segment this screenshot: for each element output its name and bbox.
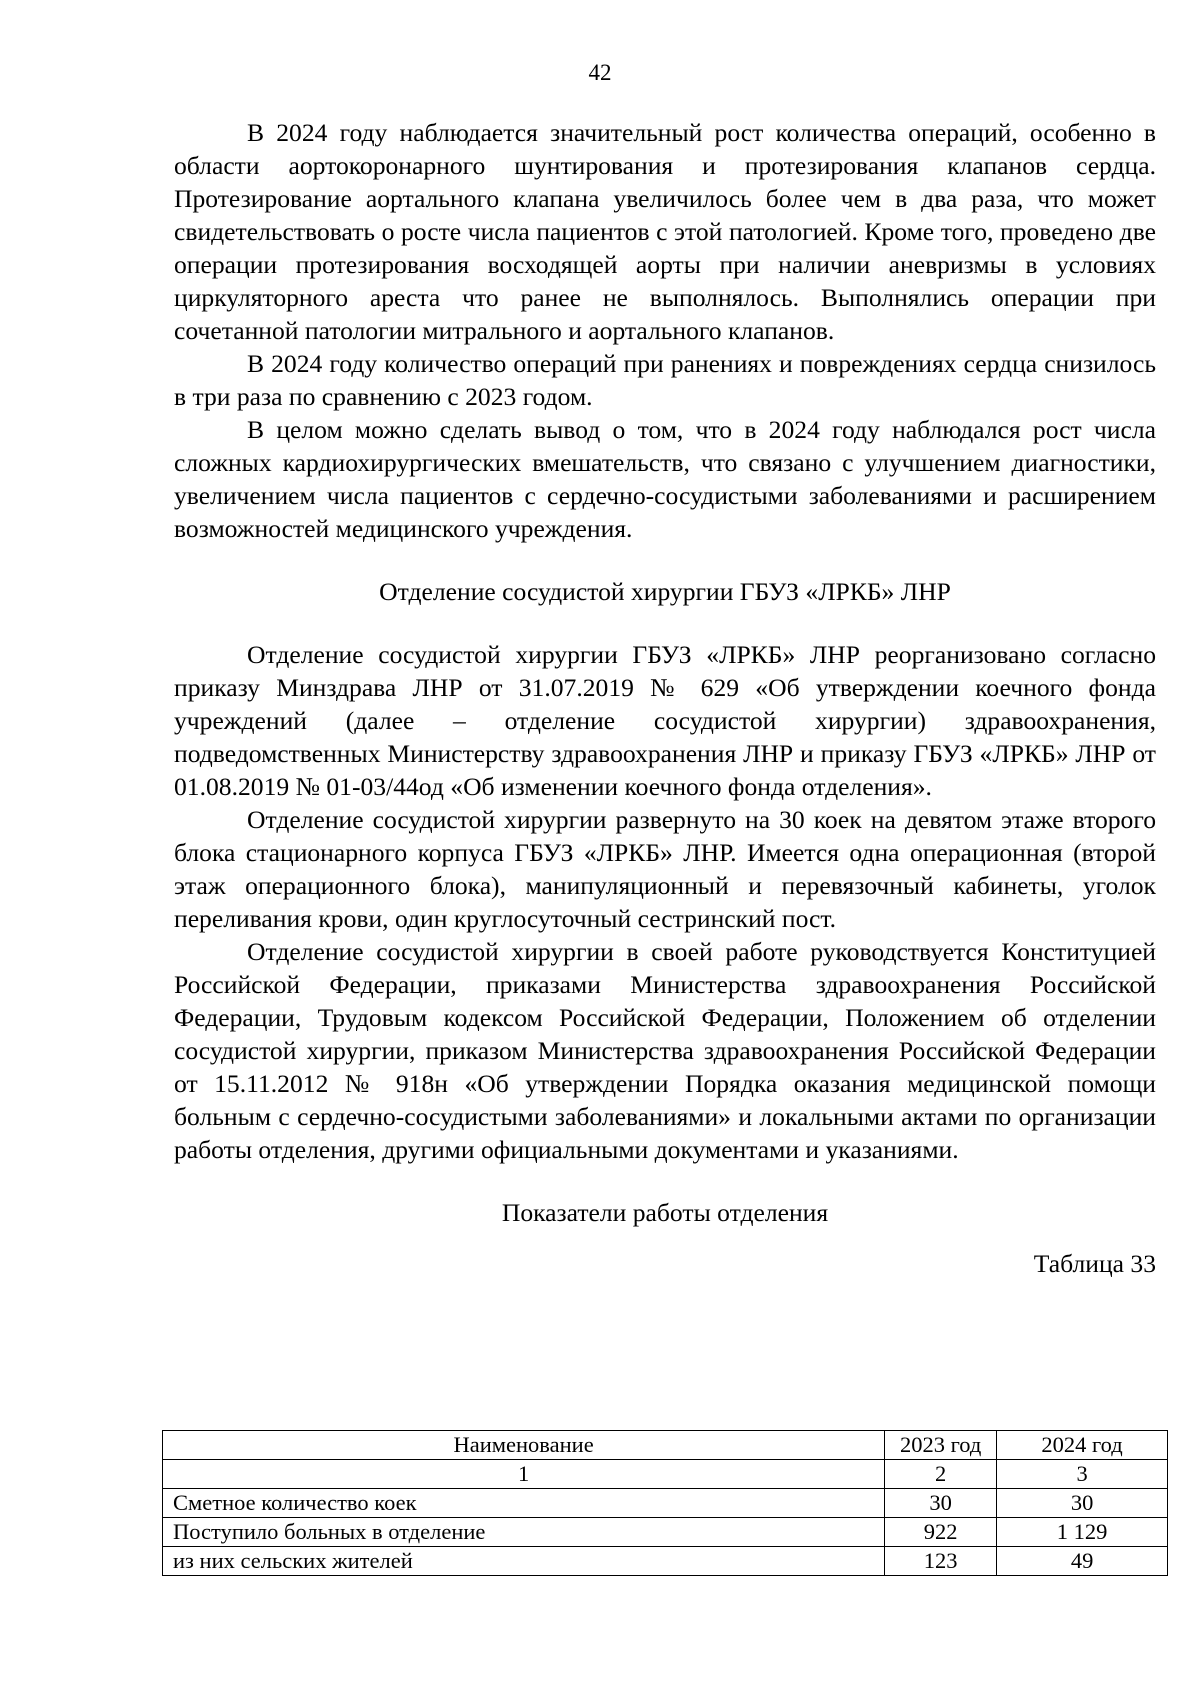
table-caption: Таблица 33: [1033, 1249, 1156, 1278]
value-2024: 49: [997, 1547, 1168, 1576]
column-number: 2: [885, 1460, 997, 1489]
value-2023: 30: [885, 1489, 997, 1518]
document-body: [174, 116, 1156, 1280]
table-row: [163, 1518, 1168, 1547]
paragraph: Отделение сосудистой хирургии ГБУЗ «ЛРКБ» ЛНР реорганизовано согласно приказу Минздрава ЛНР от 31.07.2019 № 629 «Об утверждении коечного фонда учреждений (далее – отделение сосудистой хирургии) здравоохранения, подведомственных Министерству здравоохранения ЛНР и приказу ГБУЗ «ЛРКБ» ЛНР от 01.08.2019 № 01-03/44од «Об изменении коечного фонда отделения».: [174, 640, 1156, 801]
value-2023: 123: [885, 1547, 997, 1576]
paragraph: В целом можно сделать вывод о том, что в 2024 году наблюдался рост числа сложных кардиохирургических вмешательств, что связано с улучшением диагностики, увеличением числа пациентов с сердечно-сосудистыми заболеваниями и расширением возможностей медицинского учреждения.: [174, 415, 1156, 543]
paragraph: Отделение сосудистой хирургии развернуто на 30 коек на девятом этаже второго блока стационарного корпуса ГБУЗ «ЛРКБ» ЛНР. Имеется одна операционная (второй этаж операционного блока), манипуляционный и перевязочный кабинеты, уголок переливания крови, один круглосуточный сестринский пост.: [174, 805, 1156, 933]
paragraph: В 2024 году наблюдается значительный рост количества операций, особенно в области аортокоронарного шунтирования и протезирования клапанов сердца. Протезирование аортального клапана увеличилось более чем в два раза, что может свидетельствовать о росте числа пациентов с этой патологией. Кроме того, проведено две операции протезирования восходящей аорты при наличии аневризмы в условиях циркуляторного ареста что ранее не выполнялось. Выполнялись операции при сочетанной патологии митрального и аортального клапанов.: [174, 118, 1156, 345]
column-number: 3: [997, 1460, 1168, 1489]
table-numbering-row: [163, 1460, 1168, 1489]
paragraph: Отделение сосудистой хирургии в своей работе руководствуется Конституцией Российской Федерации, приказами Министерства здравоохранения Российской Федерации, Трудовым кодексом Российской Федерации, Положением об отделении сосудистой хирургии, приказом Министерства здравоохранения Российской Федерации от 15.11.2012 № 918н «Об утверждении Порядка оказания медицинской помощи больным с сердечно-сосудистыми заболеваниями» и локальными актами по организации работы отделения, другими официальными документами и указаниями.: [174, 937, 1156, 1164]
column-header: 2023 год: [885, 1431, 997, 1460]
table-row: [163, 1489, 1168, 1518]
row-label: Поступило больных в отделение: [163, 1518, 885, 1547]
column-number: 1: [163, 1460, 885, 1489]
table-heading: Показатели работы отделения: [501, 1198, 829, 1227]
table-container: [162, 1430, 1168, 1576]
row-label: Сметное количество коек: [163, 1489, 885, 1518]
paragraph: В 2024 году количество операций при ранениях и повреждениях сердца снизилось в три раза по сравнению с 2023 годом.: [174, 349, 1156, 411]
page-number: 42: [588, 60, 612, 85]
value-2024: 1 129: [997, 1518, 1168, 1547]
column-header: Наименование: [163, 1431, 885, 1460]
section-heading: Отделение сосудистой хирургии ГБУЗ «ЛРКБ» ЛНР: [379, 577, 951, 606]
table-row: [163, 1547, 1168, 1576]
indicators-table: [162, 1430, 1168, 1576]
table-header-row: [163, 1431, 1168, 1460]
value-2023: 922: [885, 1518, 997, 1547]
column-header: 2024 год: [997, 1431, 1168, 1460]
row-label: из них сельских жителей: [163, 1547, 885, 1576]
value-2024: 30: [997, 1489, 1168, 1518]
